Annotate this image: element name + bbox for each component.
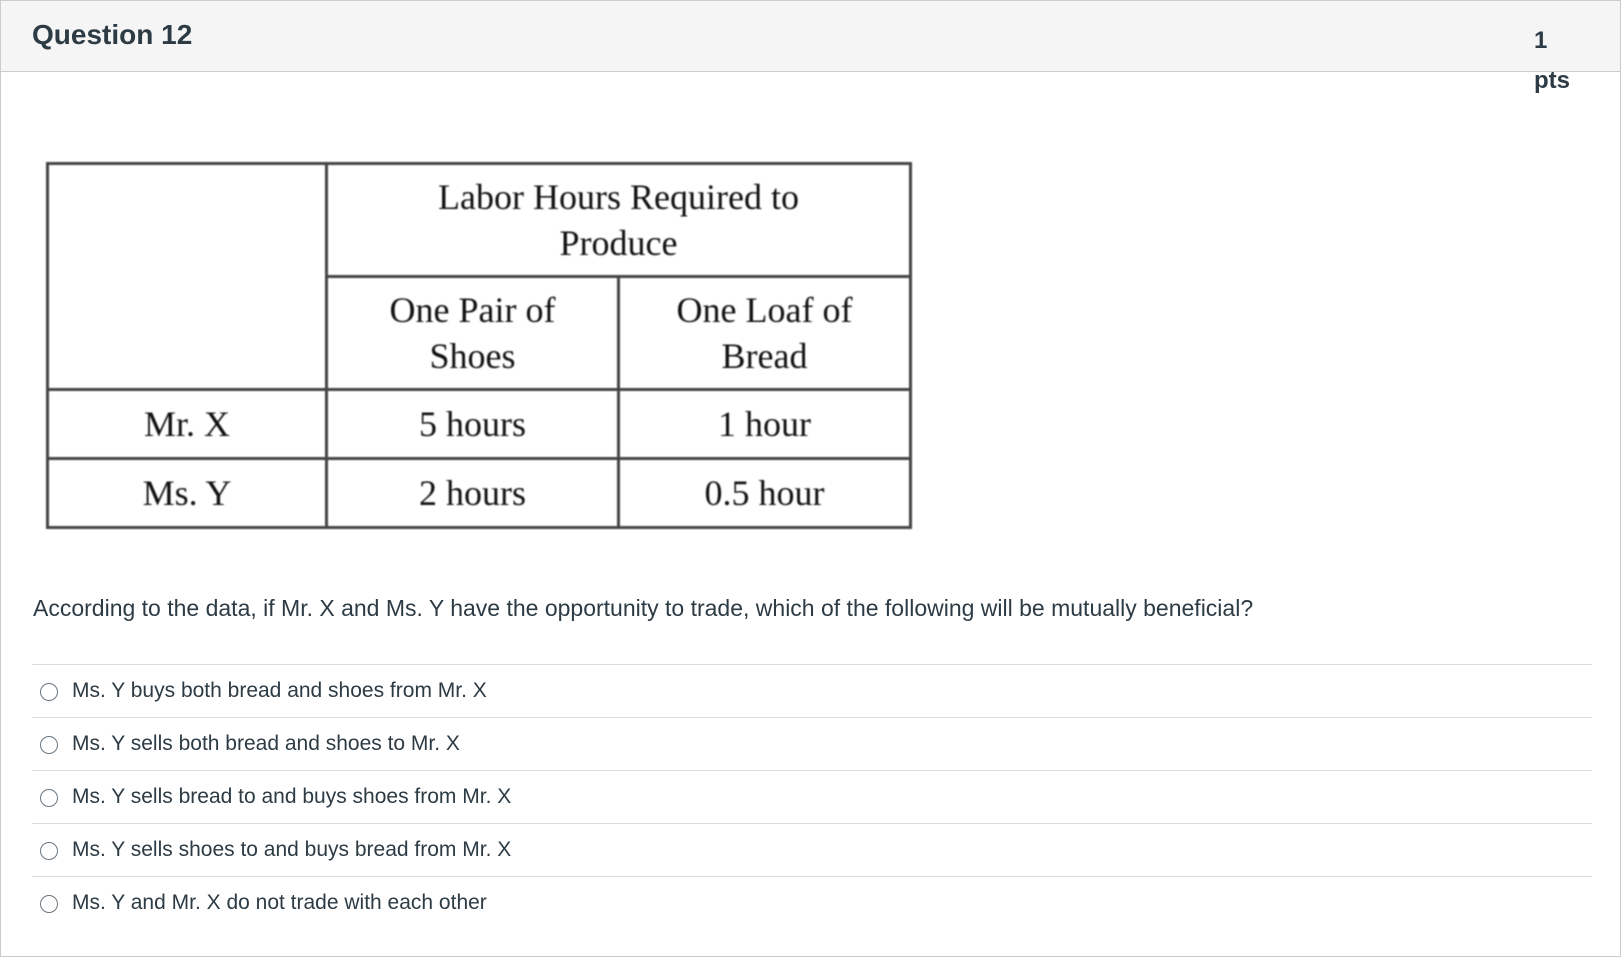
points-unit: pts (1534, 67, 1570, 94)
table-cell-bread: 0.5 hour (619, 459, 911, 528)
radio-button[interactable] (40, 789, 58, 807)
col-shoes-line2: Shoes (429, 336, 516, 376)
answer-option-1[interactable] (32, 664, 1592, 717)
col-shoes-line1: One Pair of (389, 290, 556, 330)
points-value: 1 (1534, 27, 1548, 54)
radio-button[interactable] (40, 736, 58, 754)
table-cell-shoes: 5 hours (327, 390, 619, 459)
col-bread-line1: One Loaf of (676, 290, 853, 330)
answer-label[interactable]: Ms. Y buys both bread and shoes from Mr. X (72, 679, 487, 702)
answer-list (32, 664, 1592, 929)
answer-label[interactable]: Ms. Y sells both bread and shoes to Mr. X (72, 732, 460, 755)
radio-button[interactable] (40, 842, 58, 860)
answer-option-5[interactable] (32, 876, 1592, 929)
question-points (1534, 21, 1594, 101)
answer-option-4[interactable] (32, 823, 1592, 876)
answer-option-2[interactable] (32, 717, 1592, 770)
labor-hours-table (46, 162, 912, 529)
answer-label[interactable]: Ms. Y sells shoes to and buys bread from Mr. X (72, 838, 512, 861)
answer-option-3[interactable] (32, 770, 1592, 823)
question-prompt: According to the data, if Mr. X and Ms. Y have the opportunity to trade, which of the following will be mutually beneficial? (33, 595, 1254, 621)
table-group-header (327, 164, 911, 277)
table-cell-name: Ms. Y (48, 459, 327, 528)
question-title: Question 12 (32, 19, 193, 50)
table-cell-shoes: 2 hours (327, 459, 619, 528)
question-header (1, 1, 1620, 94)
table-cell-bread: 1 hour (619, 390, 911, 459)
answer-label[interactable]: Ms. Y and Mr. X do not trade with each other (72, 891, 487, 914)
col-bread-line2: Bread (721, 336, 808, 376)
table-col-shoes-header (327, 277, 619, 390)
answer-label[interactable]: Ms. Y sells bread to and buys shoes from Mr. X (72, 785, 512, 808)
table-col-bread-header (619, 277, 911, 390)
group-header-line1: Labor Hours Required to (438, 177, 799, 217)
table-cell-name: Mr. X (48, 390, 327, 459)
radio-button[interactable] (40, 895, 58, 913)
table-row (48, 459, 911, 528)
group-header-line2: Produce (559, 223, 678, 263)
table-row (48, 390, 911, 459)
radio-button[interactable] (40, 683, 58, 701)
table-empty-corner (48, 164, 327, 390)
